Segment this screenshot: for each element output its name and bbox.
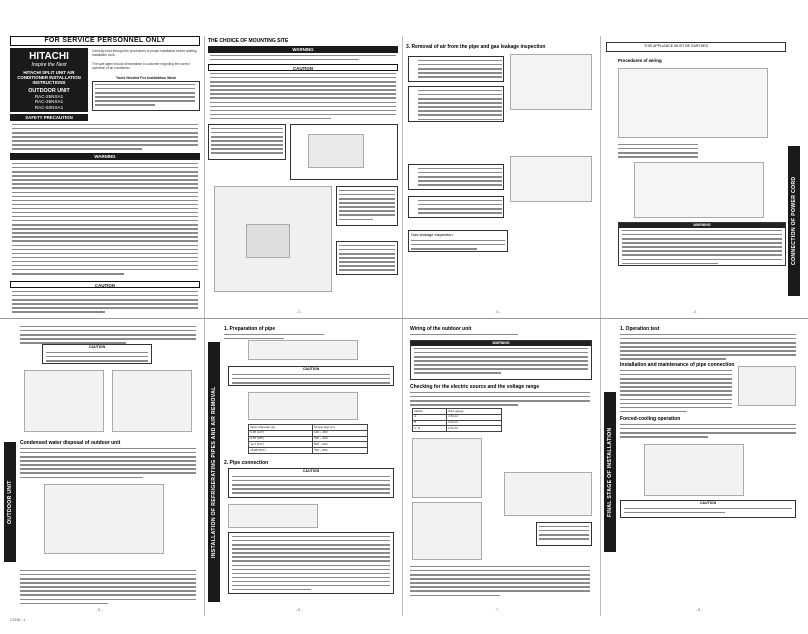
drain-figure: [44, 484, 164, 554]
insulation-figure: [738, 366, 796, 406]
table-header: Model: [413, 409, 447, 415]
wiring-diagram: [618, 68, 768, 138]
wiring-warning-text: [414, 348, 588, 377]
check-elec-text: [410, 392, 590, 408]
outdoor-caution-text: [46, 352, 148, 364]
step-2-text: [418, 90, 502, 123]
conn-caution-label: CAUTION: [229, 469, 393, 474]
table-cell: B: [413, 420, 447, 426]
section-heading: Installation and maintenance of pipe connection: [620, 362, 735, 368]
table-cell: 340 ~ 420: [312, 436, 367, 442]
wire-gauge-table: [412, 408, 502, 432]
model-number: RAC-50NXA1: [34, 104, 64, 110]
page-mounting-site: [208, 36, 398, 316]
model-number: RAC-35NXA1: [34, 99, 64, 105]
forced-cool-text: [620, 424, 796, 440]
outdoor-unit-figure-b: [112, 370, 192, 432]
flare-figure: [248, 392, 358, 420]
page-number: - 6 -: [296, 608, 303, 612]
wiring-notes: [618, 144, 698, 160]
components-rows: [211, 128, 283, 157]
gas-leak-title: Gas leakage inspection: [411, 232, 453, 237]
section-heading: Forced-cooling operation: [620, 416, 681, 422]
wiring-warning-label: WARNING: [411, 341, 591, 346]
outdoor-notes: [20, 570, 196, 607]
warning-bar: WARNING: [208, 46, 398, 53]
page-power-cord: [604, 36, 800, 316]
section-heading: Wiring of the outdoor unit: [410, 326, 472, 332]
dimension-notes: [339, 190, 395, 223]
outdoor-unit-drawing: [246, 224, 290, 258]
tab-outdoor-unit: OUTDOOR UNIT: [4, 442, 16, 562]
wiring-notes-bottom: [410, 566, 590, 599]
terminal-figure: [634, 162, 764, 218]
brand-block: [10, 48, 88, 112]
brand-tagline: Inspire the Next: [31, 62, 67, 68]
safety-title: SAFETY PRECAUTION: [10, 114, 88, 121]
model-number: RAC-25NXA1: [34, 94, 64, 100]
table-cell: A: [413, 414, 447, 420]
outdoor-unit-figure: [308, 134, 364, 168]
page-number: - 4 -: [692, 310, 699, 314]
service-banner: FOR SERVICE PERSONNEL ONLY: [10, 36, 200, 46]
page-divider: [204, 322, 205, 616]
outdoor-unit-figure-a: [24, 370, 104, 432]
section-heading: Condensed water disposal of outdoor unit: [20, 440, 121, 446]
section-heading: Procedures of wiring: [618, 58, 662, 63]
page-outdoor-unit: [4, 322, 200, 622]
page-number: - 7 -: [494, 608, 501, 612]
table-cell: 1.5mm²: [446, 414, 501, 420]
safety-warning-header: WARNING: [10, 153, 200, 160]
step-1-text: [418, 60, 502, 80]
warning-text: [210, 55, 396, 63]
section-heading: 1. Operation test: [620, 326, 660, 332]
pipe-caution-label: CAUTION: [229, 367, 393, 372]
page-number: - 2 -: [296, 310, 303, 314]
gas-leak-text: [411, 240, 505, 252]
table-cell: 500 ~ 600: [312, 442, 367, 448]
capacity-rows: [539, 526, 589, 542]
tab-connection-power-cord: CONNECTION OF POWER CORD: [788, 146, 800, 296]
table-cell: 9.52 (3/8"): [249, 436, 313, 442]
tools-list: [95, 84, 195, 108]
pipe-caution-text: [232, 374, 390, 386]
section-heading: Checking for the electric source and the voltage range: [410, 384, 540, 390]
flare-table: [248, 424, 368, 454]
power-warning-label: WARNING: [619, 223, 785, 228]
wrench-figure: [228, 504, 318, 528]
page-number: - 1 -: [98, 310, 105, 314]
step-3-text: [418, 168, 502, 188]
cover-bullet: Carefully read through the procedures of proper installation before starting installation work.: [92, 49, 197, 58]
safety-caution-header: CAUTION: [10, 281, 200, 288]
cover-bullet: The sale agent should demonstrate to customer regarding the correct operation of air conditioner.: [92, 62, 190, 71]
section-heading: 1. Preparation of pipe: [224, 326, 276, 332]
section-heading: 3. Removal of air from the pipe and gas leakage inspection: [406, 44, 546, 50]
condensed-text: [20, 448, 196, 481]
page-wiring-outdoor: [406, 322, 596, 622]
section-heading: 2. Pipe connection: [224, 460, 269, 466]
conn-caution-text: [232, 476, 390, 496]
torque-rows: [232, 536, 390, 593]
footer-code: L/2156 - 1: [10, 618, 26, 622]
table-cell: 6.35 (1/4"): [249, 430, 313, 436]
terminal-board-figure: [412, 438, 482, 498]
clearance-rows: [339, 245, 395, 274]
outdoor-wiring-figure: [412, 502, 482, 560]
page-number: - 3 -: [494, 310, 501, 314]
safety-warning-text: [12, 163, 198, 277]
install-maint-text: [620, 370, 732, 415]
valve-cover-figure: [504, 472, 592, 516]
table-cell: 700 ~ 800: [312, 448, 367, 454]
table-cell: 2.5mm²: [446, 426, 501, 432]
brand-logo: HITACHI: [29, 51, 69, 62]
valve-figure: [510, 156, 592, 202]
page-air-removal: [406, 36, 596, 316]
pipe-cutting-figure: [248, 340, 358, 360]
safety-caution-text: [12, 291, 198, 315]
table-cell: C, D: [413, 426, 447, 432]
remote-control-figure: [644, 444, 744, 496]
outdoor-unit-label: OUTDOOR UNIT: [28, 87, 70, 94]
final-caution-text: [624, 508, 792, 516]
table-cell: 12.7 (1/2"): [249, 442, 313, 448]
page-number: - 5 -: [96, 608, 103, 612]
table-cell: 140 ~ 160: [312, 430, 367, 436]
tab-refrigerating-pipes: INSTALLATION OF REFRIGERATING PIPES AND AIR REMOVAL: [208, 342, 220, 602]
caution-text: [210, 73, 396, 122]
table-header: Torque (kgf·cm): [312, 425, 367, 431]
outdoor-caution-label: CAUTION: [43, 345, 151, 350]
page-refrigerant-pipes: [208, 322, 398, 622]
wiring-intro: [410, 334, 590, 338]
section-heading: THE CHOICE OF MOUNTING SITE: [208, 38, 289, 44]
table-cell: 2.5mm²: [446, 420, 501, 426]
power-warning-text: [622, 230, 782, 267]
step-4-text: [418, 200, 502, 216]
row-divider: [0, 318, 808, 319]
tools-title: Tools Needed For Installation Work: [116, 76, 176, 80]
final-caution-label: CAUTION: [621, 501, 795, 506]
op-test-text: [620, 334, 796, 363]
vacuum-pump-figure: [510, 54, 592, 110]
safety-intro: [12, 124, 198, 153]
page-cover: [10, 36, 200, 316]
table-header: Outer diameter (φ): [249, 425, 313, 431]
table-cell: 15.88 (5/8"): [249, 448, 313, 454]
page-divider: [600, 322, 601, 616]
page-number: - 8 -: [696, 608, 703, 612]
earth-warning-text: THIS APPLIANCE MUST BE EARTHED: [644, 44, 709, 48]
caution-bar: CAUTION: [208, 64, 398, 71]
page-divider: [402, 322, 403, 616]
cover-title: HITACHI SPLIT UNIT AIR CONDITIONER INSTALLATION INSTRUCTIONS: [17, 70, 81, 86]
table-header: Wire gauge: [446, 409, 501, 415]
tab-final-stage: FINAL STAGE OF INSTALLATION: [604, 392, 616, 552]
page-final-stage: [604, 322, 800, 622]
